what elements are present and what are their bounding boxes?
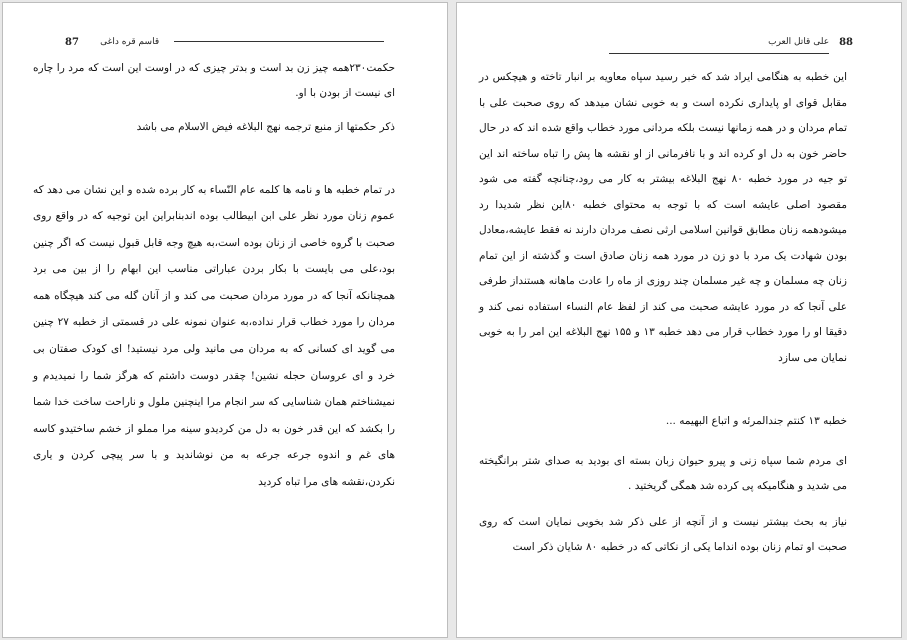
left-page-header [29,37,384,51]
left-page-body [33,56,395,496]
header-rule [609,53,829,54]
running-title: قاسم قره داغی [100,37,160,47]
right-page-header [543,37,853,51]
paragraph: خطبه ۱۳ کنتم جندالمرئه و اتباع البهیمه ... [665,415,847,427]
paragraph: ذکر حکمتها از منبع ترجمه نهج البلاغه فیض الاسلام می باشد [136,121,395,133]
page-number: 88 [839,37,853,48]
paragraph: حکمت۲۳۰همه چیز زن بد است و بدتر چیزی که در اوست این است که مرد را چاره ای نیست از بودن با او. [33,62,395,99]
right-page-body [479,65,847,561]
running-title: علی قاتل العرب [768,37,830,47]
paragraph: ای مردم شما سپاه زنی و پیرو حیوان زبان بسته ای بودید به صدای شتر برانگیخته می شدید و هنگامیکه پی کرده شد همگی گریختید . [479,454,847,492]
paragraph: نیاز به بحث بیشتر نیست و از آنچه از علی ذکر شد بخوبی نمایان است که روی صحبت او تمام زنان بوده انداما یکی از نکاتی که در خطبه ۸۰ شایان ذکر است [479,515,847,553]
paragraph: این خطبه به هنگامی ایراد شد که خبر رسید سپاه معاویه بر انبار تاخته و هیچکس در مقابل قوای او پایداری نکرده است و به خوبی نشان میدهد که روی صحبت علی با تمام مردان و در همه زمانها نیست بلکه مردانی مورد خطاب واقع شده اند که در حال حاضر خون به دل او کرده اند و با نافرمانی از او نقشه ها پش را تباه ساخته اند این تو جیه در مورد خطبه ۸۰ نهج البلاغه بیشتر به کار می رود،چنانچه گفته می شود مقصود اصلی عایشه است که با توجه به محتوای خطبه ۸۰این نظر شدیدا رد میشودهمه زنان مطابق قوانین اسلامی ارثی نصف مردان دارند نه فقط عایشه،معادل بودن شهادت یک مرد با دو زن در مورد همه زنان صادق است و گذشته از این تمام زنان چه مسلمان و چه غیر مسلمان چند روزی از ماه را عادت ماهانه هستنداز طرفی علی آنجا که در مورد عایشه صحبت می کند از لفظ عام النساء استفاده نمی کند و دقیقا او را مورد خطاب قرار می دهد خطبه ۱۳ و ۱۵۵ نهج البلاغه این امر را به خوبی نمایان می سازد [479,71,847,364]
header-rule [174,41,384,42]
right-page [456,2,902,638]
paragraph: در تمام خطبه ها و نامه ها کلمه عام النّساء به کار برده شده و این نشان می دهد که عموم زنان مورد نظر علی ابن ابیطالب بوده اندبنابراین این توجیه که در واقع روی صحبت با گروه خاصی از زنان بوده است،به هیچ وجه قابل قبول نیست که اگر چنین بود،علی می بایست با بکار بردن عباراتی مناسب این ابهام را از بین می برد همچنانکه آنجا که در مورد مردان صحبت می کند و از آنان گله می کند هیچگاه همه مردان را مورد خطاب قرار نداده،به عنوان نمونه علی در قسمتی از خطبه ۲۷ چنین می گوید ای کسانی که به مردان می مانید ولی مرد نیستید! ای کودک صفتان بی خرد و ای عروسان حجله نشین! چقدر دوست داشتم که هرگز شما را نمیدیدم و نمیشناختم همان شناسایی که سر انجام مرا اینچنین ملول و ناراحت ساخت خدا شما را بکشد که این قدر خون به دل من کردیدو سینه مرا مملو از خشم ساختیدو کاسه های غم و اندوه جرعه جرعه به من نوشاندید و با سر پیچی کردن و یاری نکردن،نقشه های مرا تباه کردید [33,183,395,489]
left-page [2,2,448,638]
page-number: 87 [65,37,79,48]
